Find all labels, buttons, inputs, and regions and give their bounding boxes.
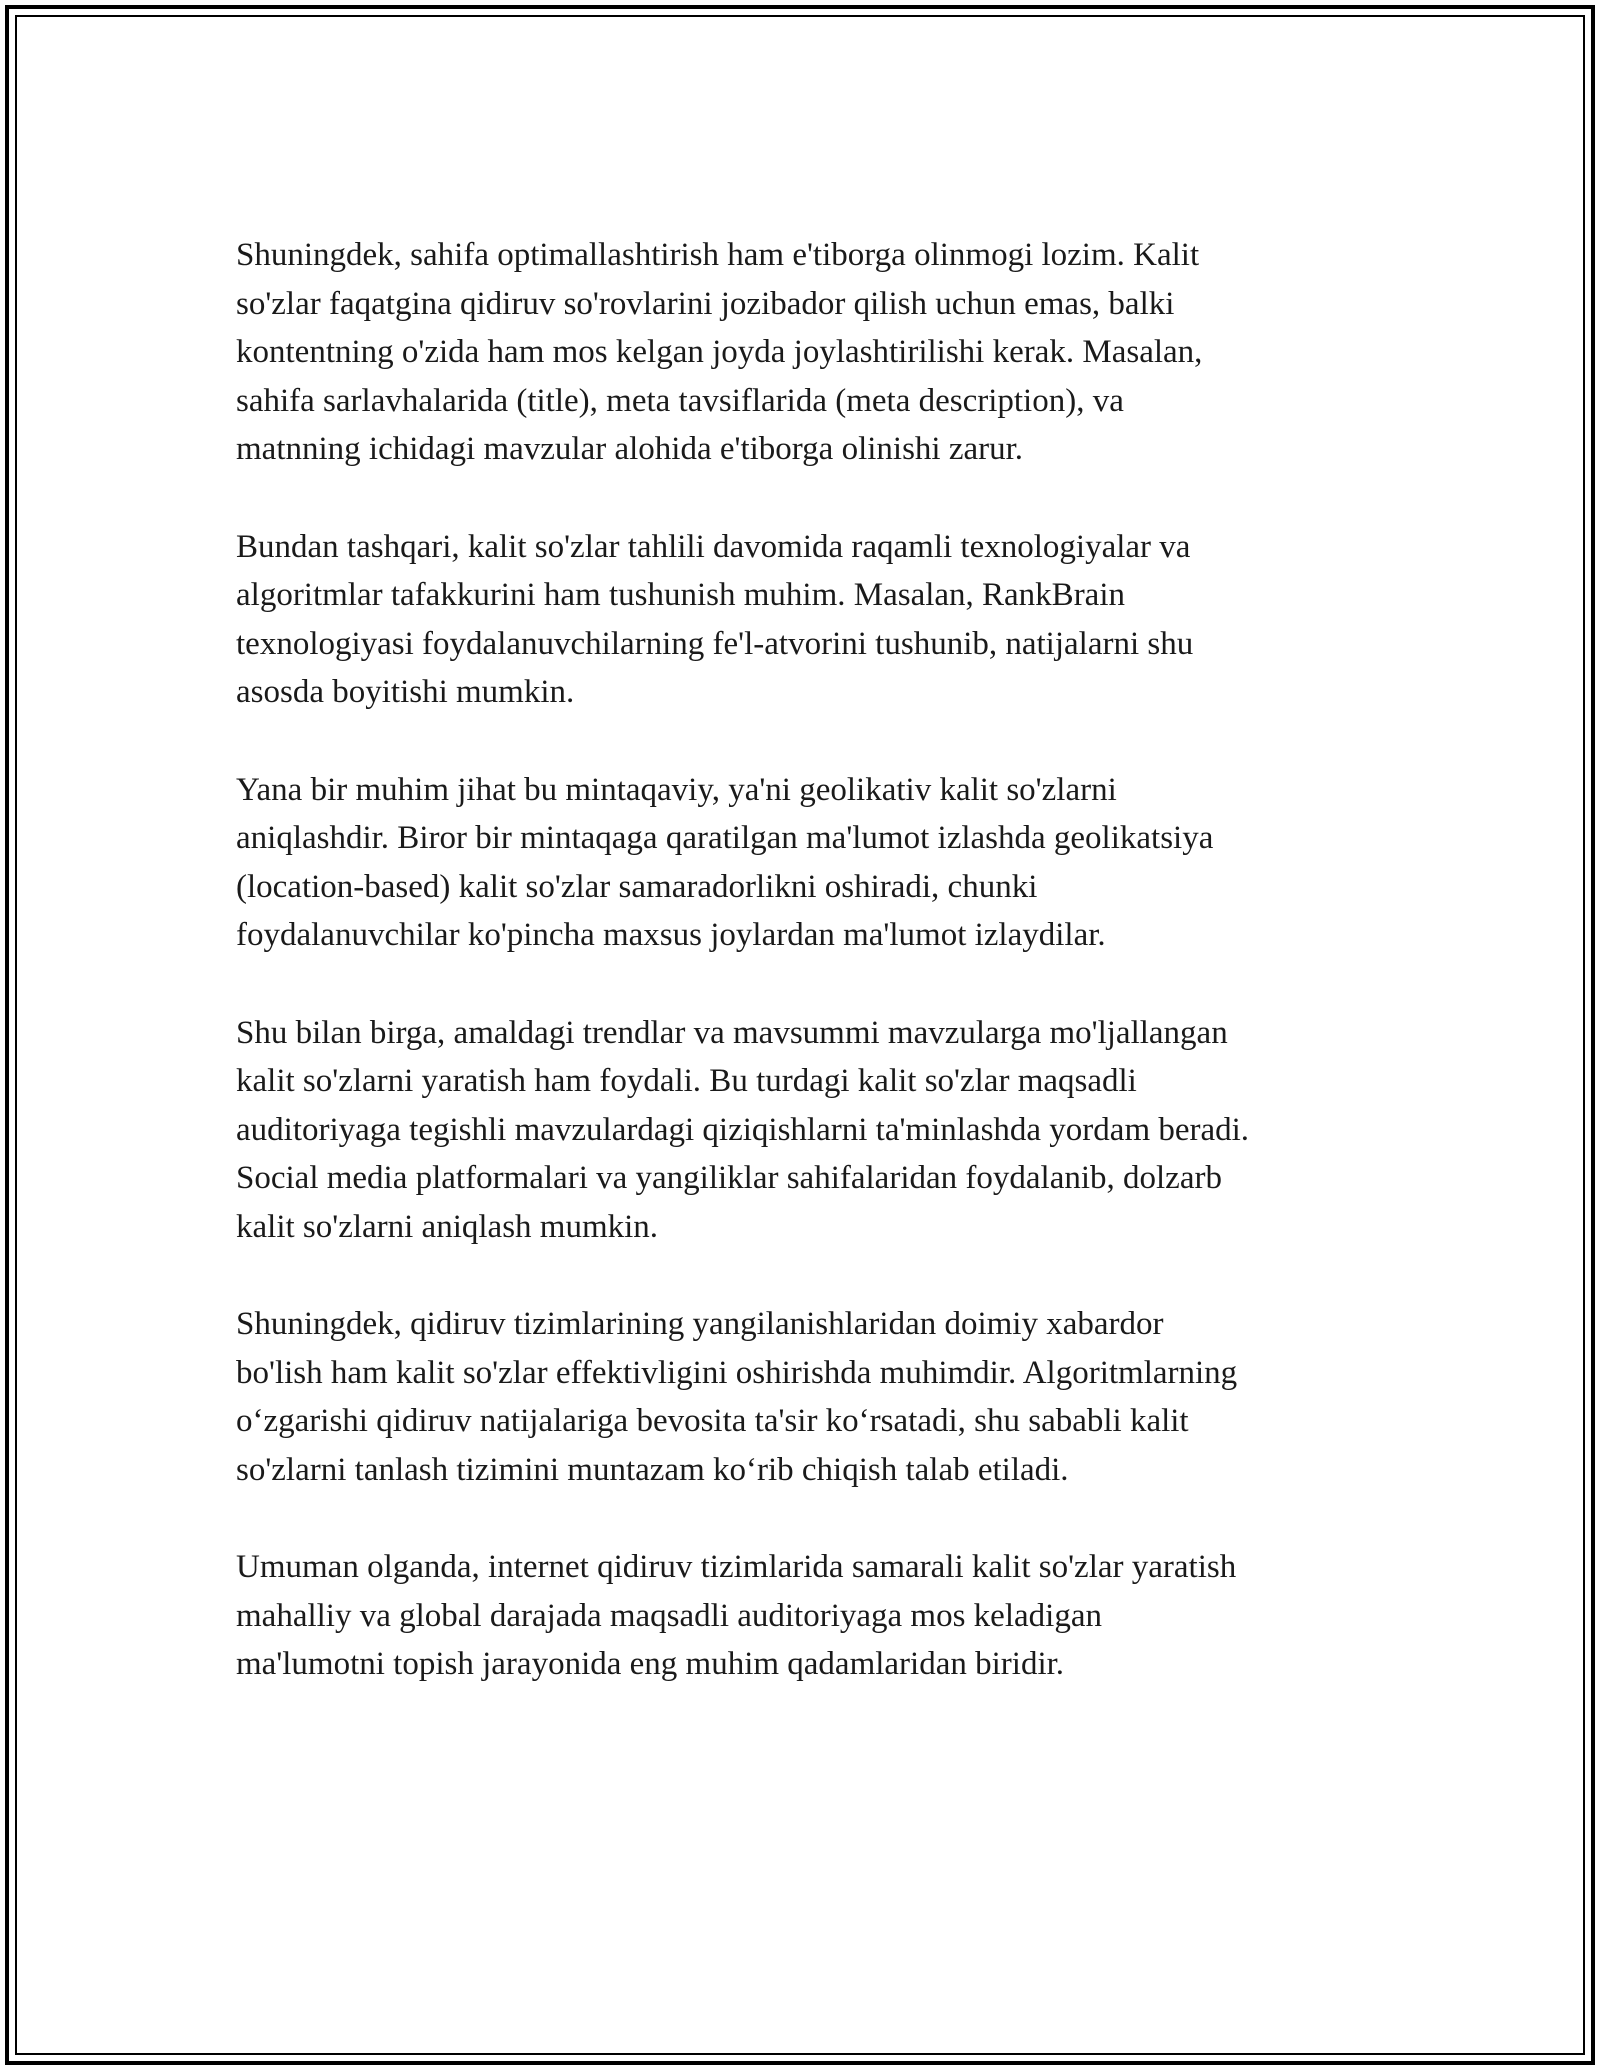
text-line: Yana bir muhim jihat bu mintaqaviy, ya'ni geolikativ kalit so'zlarni xyxy=(236,771,1117,808)
paragraph xyxy=(236,523,1366,717)
text-line: matnning ichidagi mavzular alohida e'tiborga olinishi zarur. xyxy=(236,431,1024,467)
text-line: auditoriyaga tegishli mavzulardagi qiziqishlarni ta'minlashda yordam beradi. xyxy=(236,1111,1250,1148)
text-line: o‘zgarishi qidiruv natijalariga bevosita ta'sir ko‘rsatadi, shu sababli kalit xyxy=(236,1403,1189,1439)
text-line: kalit so'zlarni aniqlash mumkin. xyxy=(236,1208,659,1245)
text-line: sahifa sarlavhalarida (title), meta tavsiflarida (meta description), va xyxy=(236,382,1124,419)
text-line: Shuningdek, sahifa optimallashtirish ham e'tiborga olinmogi lozim. Kalit xyxy=(236,237,1200,273)
text-line: bo'lish ham kalit so'zlar effektivligini oshirishda muhimdir. Algoritmlarning xyxy=(236,1354,1238,1391)
text-line: Social media platformalari va yangiliklar sahifalaridan foydalanib, dolzarb xyxy=(236,1160,1222,1196)
text-line: texnologiyasi foydalanuvchilarning fe'l-atvorini tushunib, natijalarni shu xyxy=(236,625,1194,662)
text-line: aniqlashdir. Biror bir mintaqaga qaratilgan ma'lumot izlashda geolikatsiya xyxy=(236,820,1214,856)
text-line: Shuningdek, qidiruv tizimlarining yangilanishlaridan doimiy xabardor xyxy=(236,1306,1164,1342)
paragraph xyxy=(236,766,1366,960)
paragraph xyxy=(236,1543,1366,1689)
paragraph xyxy=(236,1300,1366,1494)
paragraph xyxy=(236,1009,1366,1252)
text-line: Shu bilan birga, amaldagi trendlar va mavsummi mavzularga mo'ljallangan xyxy=(236,1014,1228,1051)
document-body xyxy=(236,231,1366,1689)
text-line: kontentning o'zida ham mos kelgan joyda joylashtirilishi kerak. Masalan, xyxy=(236,334,1203,370)
text-line: (location-based) kalit so'zlar samaradorlikni oshiradi, chunki xyxy=(236,868,1038,905)
text-line: asosda boyitishi mumkin. xyxy=(236,674,575,710)
text-line: so'zlarni tanlash tizimini muntazam ko‘rib chiqish talab etiladi. xyxy=(236,1451,1069,1488)
text-line: ma'lumotni topish jarayonida eng muhim qadamlaridan biridir. xyxy=(236,1646,1065,1682)
text-line: algoritmlar tafakkurini ham tushunish muhim. Masalan, RankBrain xyxy=(236,577,1126,613)
paragraph xyxy=(236,231,1366,474)
text-line: kalit so'zlarni yaratish ham foydali. Bu turdagi kalit so'zlar maqsadli xyxy=(236,1063,1137,1099)
text-line: foydalanuvchilar ko'pincha maxsus joylardan ma'lumot izlaydilar. xyxy=(236,917,1106,953)
text-line: Bundan tashqari, kalit so'zlar tahlili davomida raqamli texnologiyalar va xyxy=(236,528,1191,565)
text-line: Umuman olganda, internet qidiruv tizimlarida samarali kalit so'zlar yaratish xyxy=(236,1549,1237,1585)
text-line: mahalliy va global darajada maqsadli auditoriyaga mos keladigan xyxy=(236,1597,1102,1634)
text-line: so'zlar faqatgina qidiruv so'rovlarini jozibador qilish uchun emas, balki xyxy=(236,285,1175,322)
